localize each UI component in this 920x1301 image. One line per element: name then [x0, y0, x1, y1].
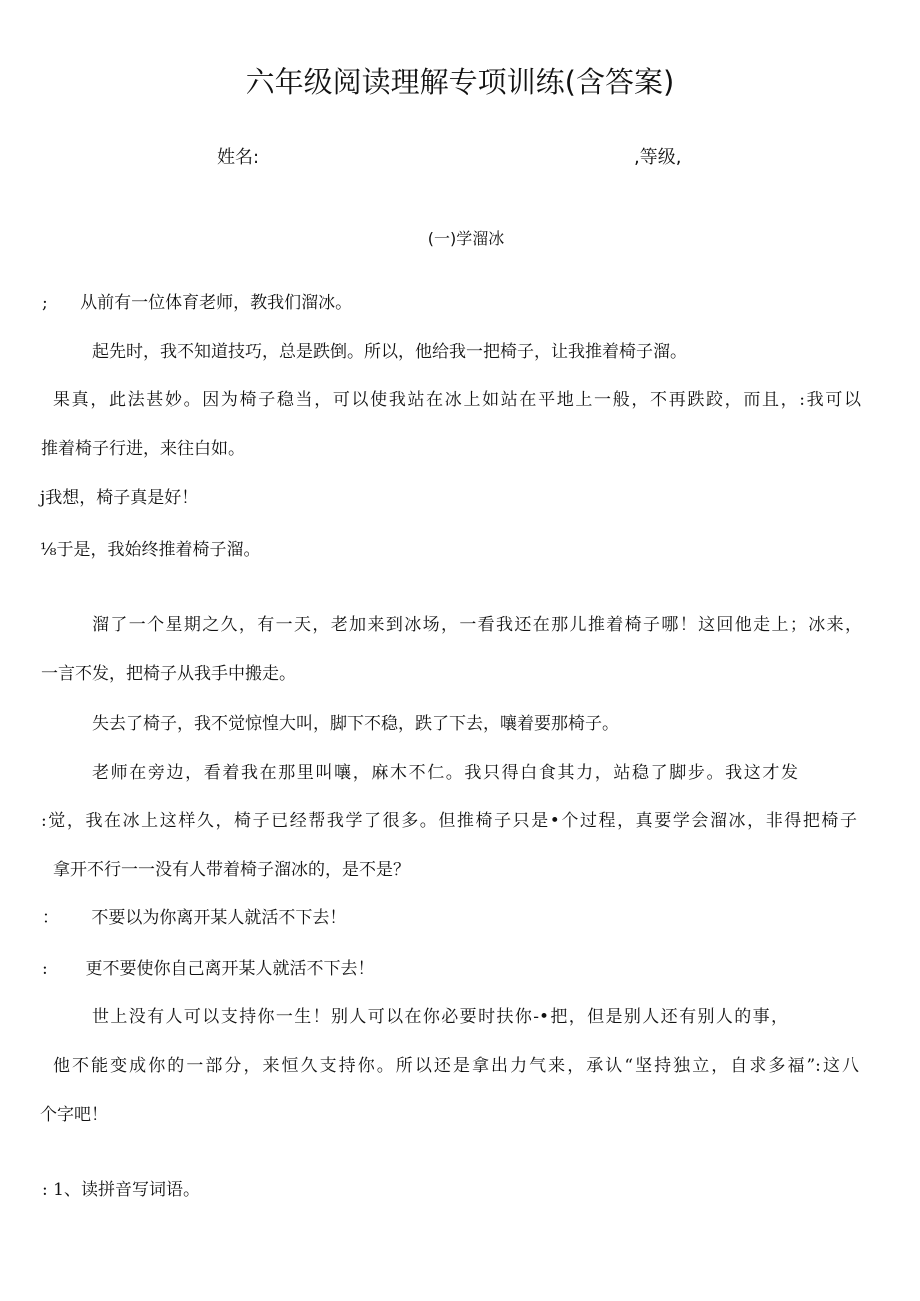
paragraph-line: 个字吧！ [40, 1105, 108, 1125]
paragraph-line: 失去了椅子，我不觉惊惶大叫，脚下不稳，跌了下去，嚷着要那椅子。 [92, 714, 619, 734]
paragraph-line: 果真，此法甚妙。因为椅子稳当，可以使我站在冰上如站在平地上一般，不再跌跤，而且，:我可以 [53, 390, 861, 410]
page-title: 六年级阅读理解专项训练(含答案) [245, 65, 675, 99]
grade-label: ,等级, [634, 147, 682, 168]
question-line: : 1、读拼音写词语。 [42, 1180, 200, 1200]
paragraph-line: 一言不发，把椅子从我手中搬走。 [41, 664, 296, 684]
name-label: 姓名: [217, 147, 260, 168]
section-title: (一)学溜冰 [427, 229, 505, 248]
paragraph-line: 拿开不行一一没有人带着椅子溜冰的，是不是？ [53, 860, 410, 880]
paragraph-line: ： 不要以为你离开某人就活不下去！ [42, 908, 347, 928]
paragraph-line: ; 从前有一位体育老师，教我们溜冰。 [42, 293, 353, 313]
paragraph-line: 推着椅子行进，来往白如。 [41, 439, 245, 459]
paragraph-line: : 更不要使你自己离开某人就活不下去！ [42, 959, 375, 979]
paragraph-line: 世上没有人可以支持你一生！别人可以在你必要时扶你-•把，但是别人还有别人的事， [92, 1007, 788, 1027]
paragraph-line: j我想，椅子真是好！ [40, 488, 199, 508]
paragraph-line: 溜了一个星期之久，有一天，老加来到冰场，一看我还在那儿推着椅子哪！这回他走上；冰来， [92, 615, 862, 635]
paragraph-line: ⅛于是，我始终推着椅子溜。 [40, 540, 261, 560]
paragraph-line: 他不能变成你的一部分，来恒久支持你。所以还是拿出力气来，承认“坚持独立，自求多福”:这八 [53, 1056, 859, 1076]
paragraph-line: :觉，我在冰上这样久，椅子已经帮我学了很多。但推椅子只是•个过程，真要学会溜冰，非得把椅子 [41, 811, 857, 831]
paragraph-line: 老师在旁边，看着我在那里叫嚷，麻木不仁。我只得白食其力，站稳了脚步。我这才发 [92, 763, 798, 783]
paragraph-line: 起先时，我不知道技巧，总是跌倒。所以，他给我一把椅子，让我推着椅子溜。 [92, 342, 687, 362]
